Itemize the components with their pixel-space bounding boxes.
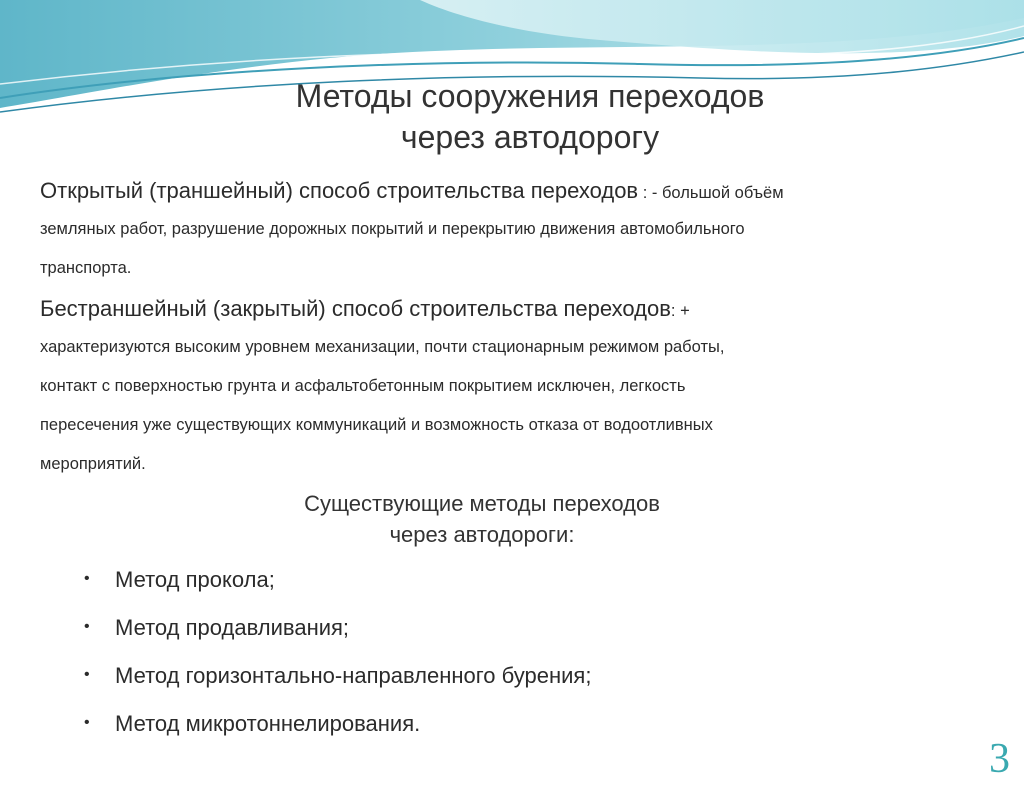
method-label: Метод продавливания; bbox=[115, 615, 350, 640]
bullet-icon: • bbox=[84, 618, 90, 635]
closed-method-tail: : + bbox=[670, 302, 690, 320]
closed-method-line: характеризуются высоким уровнем механизации, почти стационарным режимом работы, bbox=[40, 338, 725, 356]
list-item bbox=[84, 651, 591, 699]
list-item bbox=[84, 555, 591, 603]
closed-method-line: мероприятий. bbox=[40, 455, 146, 473]
page-number: 3 bbox=[989, 736, 1010, 782]
open-method-tail: : - большой объём bbox=[638, 184, 784, 202]
subtitle-line-1: Существующие методы переходов bbox=[304, 491, 660, 516]
open-method-paragraph bbox=[40, 172, 1000, 288]
list-item bbox=[84, 699, 591, 747]
list-item bbox=[84, 603, 591, 651]
open-method-heading: Открытый (траншейный) способ строительства переходов bbox=[40, 178, 639, 203]
open-method-line: земляных работ, разрушение дорожных покрытий и перекрытию движения автомобильного bbox=[40, 220, 745, 238]
bullet-icon: • bbox=[84, 666, 90, 683]
method-label: Метод горизонтально-направленного бурения; bbox=[115, 663, 592, 688]
closed-method-line: пересечения уже существующих коммуникаций и возможность отказа от водоотливных bbox=[40, 416, 713, 434]
methods-list bbox=[84, 555, 591, 747]
method-label: Метод прокола; bbox=[115, 567, 275, 592]
bullet-icon: • bbox=[84, 570, 90, 587]
subtitle-line-2: через автодороги: bbox=[389, 522, 575, 547]
closed-method-paragraph bbox=[40, 290, 1000, 484]
title-line-1: Методы сооружения переходов bbox=[295, 78, 765, 114]
closed-method-line: контакт с поверхностью грунта и асфальтобетонным покрытием исключен, легкость bbox=[40, 377, 686, 395]
closed-method-heading: Бестраншейный (закрытый) способ строительства переходов bbox=[40, 296, 671, 321]
methods-subtitle bbox=[232, 488, 732, 550]
title-line-2: через автодорогу bbox=[400, 119, 660, 155]
bullet-icon: • bbox=[84, 714, 90, 731]
slide-title bbox=[230, 76, 830, 158]
open-method-line: транспорта. bbox=[40, 259, 132, 277]
method-label: Метод микротоннелирования. bbox=[115, 711, 421, 736]
